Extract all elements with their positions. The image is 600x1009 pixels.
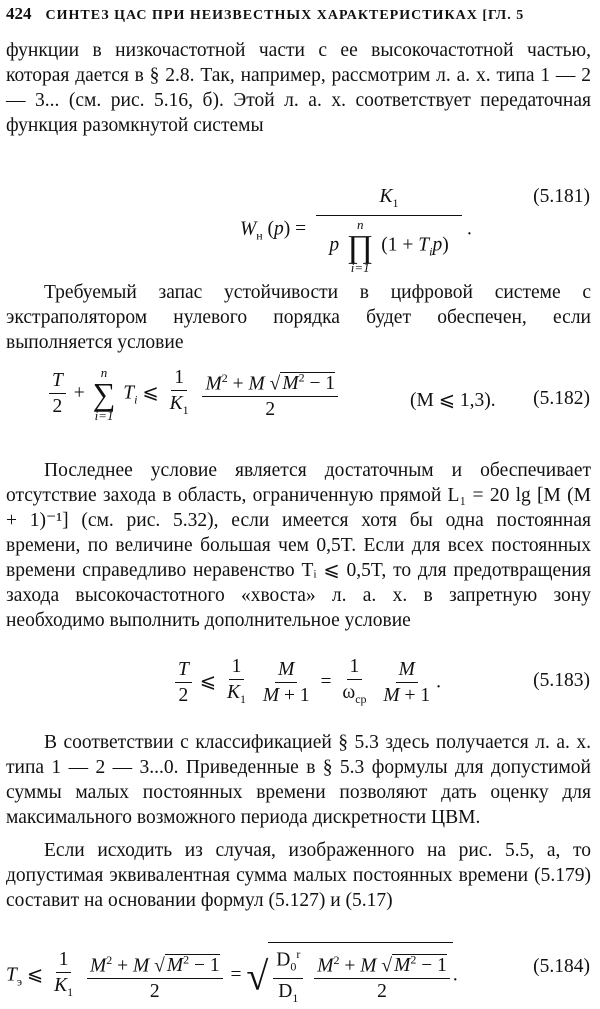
page-number: 424 [6, 4, 32, 23]
equation-5-182-condition: (M ⩽ 1,3). [410, 390, 496, 411]
equation-5-184-formula: $T_э$ ⩽ $\frac{1}{K_1}$ $\frac{M^2 + M √ M^2 - 1}{2}$ = √ $\frac{D_0^r}{D_1}$ $\frac{M^2 + M √ M^2 - 1}{2}$ . [6, 942, 458, 1009]
paragraph-2: Требуемый запас устойчивости в цифровой системе с экстраполятором нулевого порядка будет обеспечен, если выполняется условие [6, 282, 591, 353]
equation-number-5-184: (5.184) [533, 956, 590, 977]
equation-number-5-181: (5.181) [533, 186, 590, 207]
paragraph-1: функции в низкочастотной части с ее высокочастотной частью, которая дается в § 2.8. Так, например, рассмотрим л. а. х. типа 1 — 2 — 3... (см. рис. 5.16, б). Этой л. а. х. соответствует передаточная функция разомкнутой системы [6, 40, 591, 136]
equation-5-181-formula: $W_н$ (p) = $K_1$ p n ∏ i=1 $(1 + T_ip)$ . [240, 186, 472, 275]
equation-5-183 [0, 652, 600, 718]
paragraph-3: Последнее условие является достаточным и обеспечивает отсутствие захода в область, ограниченную прямой L₁ = 20 lg [M (M + 1)⁻¹] (см. рис. 5.32), если имеется хотя бы одна постоянная времени, по величине большая чем 0,5T. Если для всех постоянных времени справедливо неравенство Tᵢ ⩽ 0,5T, то для предотвращения захода высокочастотного «хвоста» л. а. х. в запретную зону необходимо выполнить дополнительное условие [6, 460, 591, 631]
equation-5-183-formula: $\frac{T}{2}$ ⩽ $\frac{1}{K_1}$ $\frac{M}{M + 1}$ = $\frac{1}{\omega_{ср}}$ $\frac{M}{M + 1}$ . [172, 656, 441, 710]
equation-5-182-formula: $\frac{T}{2}$ + n ∑ i=1 $T_i$ ⩽ $\frac{1}{K_1}$ $\frac{M^2 + M √ M^2 - 1}{2}$ [46, 366, 341, 422]
running-head: СИНТЕЗ ЦАС ПРИ НЕИЗВЕСТНЫХ ХАРАКТЕРИСТИКАХ [ГЛ. 5 [45, 8, 525, 23]
paragraph-4: В соответствии с классификацией § 5.3 здесь получается л. а. х. типа 1 — 2 — 3...0. Приведенные в § 5.3 формулы для допустимой суммы малых постоянных времени позволяют дать оценку для максимального возможного периода дискретности ЦВМ. [6, 732, 591, 828]
equation-5-182 [0, 360, 600, 444]
paragraph-5: Если исходить из случая, изображенного на рис. 5.5, а, то допустимая эквивалентная сумма малых постоянных времени (5.179) составит на основании формул (5.127) и (5.17) [6, 840, 591, 911]
equation-5-181 [0, 172, 600, 275]
equation-5-184 [0, 938, 600, 1004]
page-header [6, 4, 592, 30]
equation-number-5-183: (5.183) [533, 670, 590, 691]
equation-number-5-182: (5.182) [533, 388, 590, 409]
